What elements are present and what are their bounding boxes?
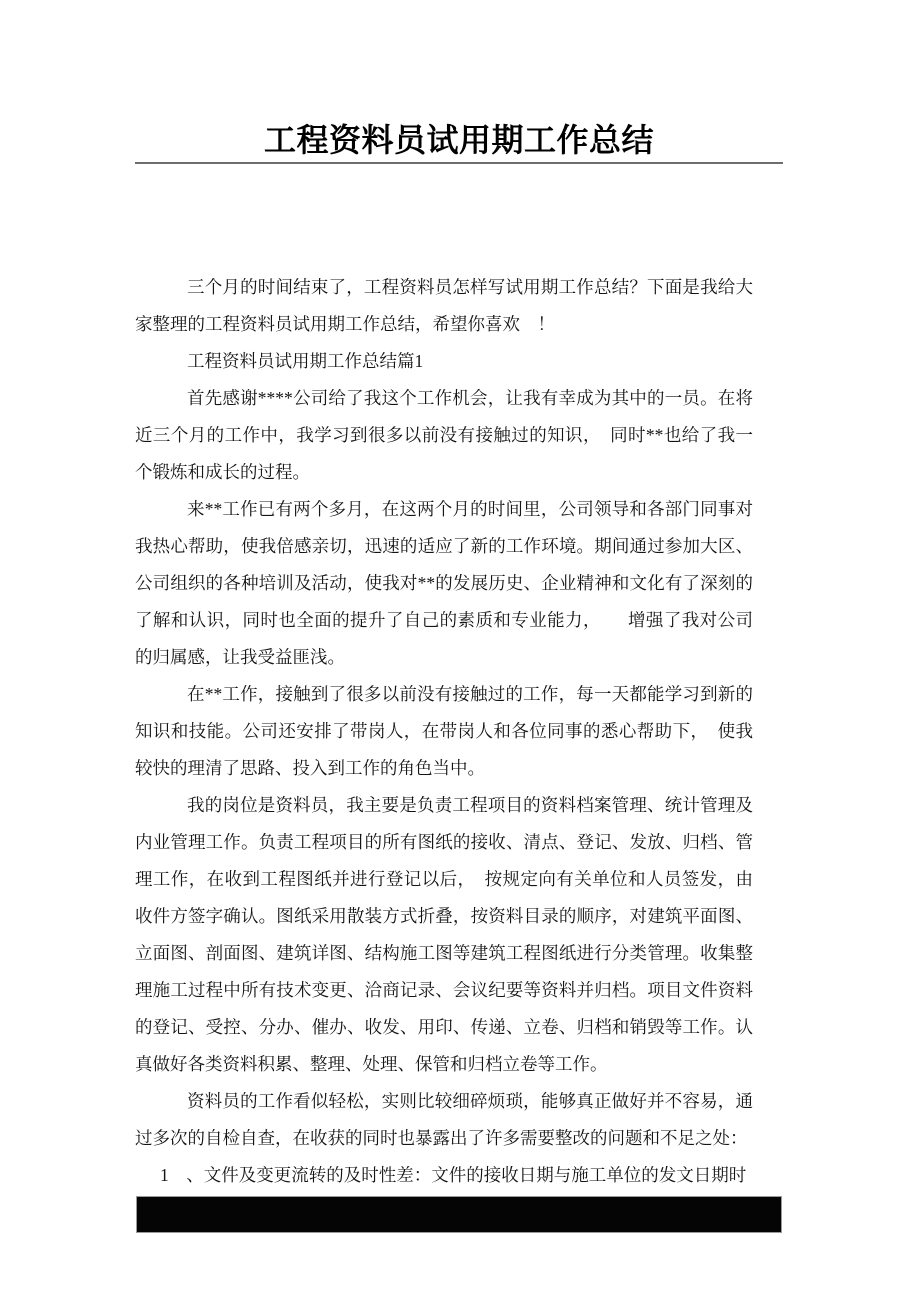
document-content [135, 0, 783, 1194]
paragraph: 首先感谢****公司给了我这个工作机会，让我有幸成为其中的一员。在将近三个月的工作中，我学习到很多以前没有接触过的知识， 同时**也给了我一个锻炼和成长的过程。 [135, 388, 753, 482]
title-underline-rule [135, 162, 783, 164]
paragraph: 1 、文件及变更流转的及时性差：文件的接收日期与施工单位的发文日期时 [160, 1165, 747, 1185]
paragraph: 来**工作已有两个多月，在这两个月的时间里，公司领导和各部门同事对我热心帮助，使我倍感亲切，迅速的适应了新的工作环境。期间通过参加大区、公司组织的各种培训及活动，使我对**的发展历史、企业精神和文化有了深刻的了解和认识，同时也全面的提升了自己的素质和专业能力， 增强了我对公司的归属感，让我受益匪浅。 [135, 499, 753, 667]
paragraph: 资料员的工作看似轻松，实则比较细碎烦琐，能够真正做好并不容易，通过多次的自检自查，在收获的同时也暴露出了许多需要整改的问题和不足之处： [135, 1091, 753, 1148]
paragraph: 工程资料员试用期工作总结篇1 [187, 351, 424, 371]
paragraph: 在**工作，接触到了很多以前没有接触过的工作，每一天都能学习到新的知识和技能。公司还安排了带岗人，在带岗人和各位同事的悉心帮助下， 使我较快的理清了思路、投入到工作的角色当中。 [135, 684, 753, 778]
paragraph: 我的岗位是资料员，我主要是负责工程项目的资料档案管理、统计管理及内业管理工作。负责工程项目的所有图纸的接收、清点、登记、发放、归档、管理工作，在收到工程图纸并进行登记以后， 按规定向有关单位和人员签发，由收件方签字确认。图纸采用散装方式折叠，按资料目录的顺序，对建筑平面图、立面图、剖面图、建筑详图、结构施工图等建筑工程图纸进行分类管理。收集整理施工过程中所有技术变更、洽商记录、会议纪要等资料并归档。项目文件资料的登记、受控、分办、催办、收发、用印、传递、立卷、归档和销毁等工作。认真做好各类资料积累、整理、处理、保管和归档立卷等工作。 [135, 795, 753, 1074]
paragraph: 三个月的时间结束了，工程资料员怎样写试用期工作总结？下面是我给大家整理的工程资料员试用期工作总结，希望你喜欢 ！ [135, 277, 753, 334]
document-title: 工程资料员试用期工作总结 [263, 122, 654, 158]
redacted-black-bar [136, 1196, 782, 1233]
document-body [135, 269, 753, 1194]
